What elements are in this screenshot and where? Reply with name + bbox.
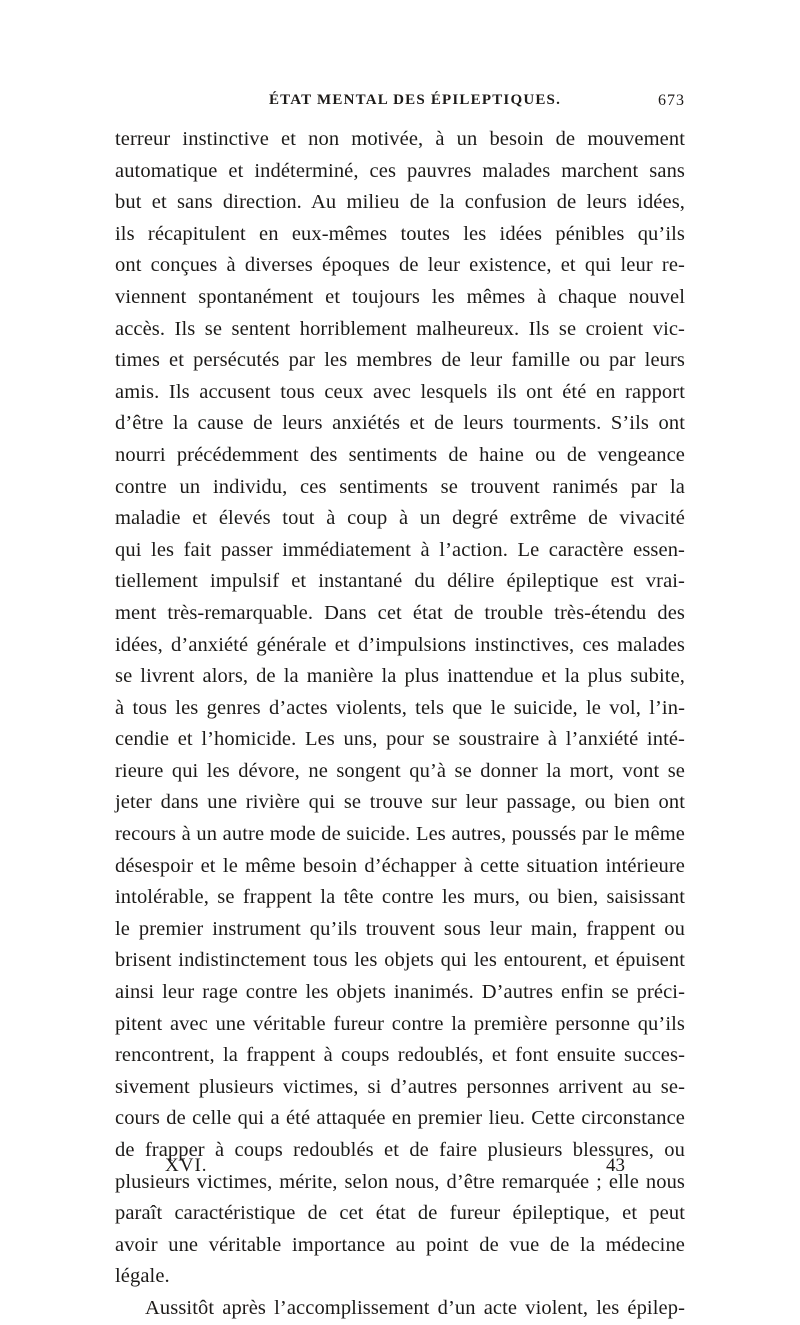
text-line: idées, d’anxiété générale et d’impulsions instinctives, ces malades xyxy=(115,633,685,656)
running-head xyxy=(115,92,685,122)
text-line: nourri précédemment des sentiments de haine ou de vengeance xyxy=(115,443,685,466)
text-line: rencontrent, la frappent à coups redoublés, et font ensuite succes- xyxy=(115,1044,685,1067)
text-line: cendie et l’homicide. Les uns, pour se soustraire à l’anxiété inté- xyxy=(115,728,685,751)
body-text xyxy=(115,124,685,1325)
text-line: de frapper à coups redoublés et de faire plusieurs blessures, ou xyxy=(115,1139,685,1161)
text-line: terreur instinctive et non motivée, à un besoin de mouvement xyxy=(115,128,685,150)
page-number-top: 673 xyxy=(658,92,685,109)
text-line: ment très-remarquable. Dans cet état de trouble très-étendu des xyxy=(115,601,685,624)
text-line: maladie et élevés tout à coup à un degré extrême de vivacité xyxy=(115,507,685,530)
text-line: se livrent alors, de la manière la plus inattendue et la plus subite, xyxy=(115,665,685,688)
text-line: ils récapitulent en eux-mêmes toutes les idées pénibles qu’ils xyxy=(115,222,685,245)
signature-number: 43 xyxy=(606,1155,625,1176)
text-line: pitent avec une véritable fureur contre la première personne qu’ils xyxy=(115,1012,685,1035)
text-line: but et sans direction. Au milieu de la confusion de leurs idées, xyxy=(115,191,685,214)
text-line: intolérable, se frappent la tête contre les murs, ou bien, saisissant xyxy=(115,886,685,909)
text-line: qui les fait passer immédiatement à l’action. Le caractère essen- xyxy=(115,538,685,561)
text-line: rieure qui les dévore, ne songent qu’à se donner la mort, vont se xyxy=(115,759,685,782)
text-line: ont conçues à diverses époques de leur existence, et qui leur re- xyxy=(115,254,685,277)
text-line: ainsi leur rage contre les objets inanimés. D’autres enfin se préci- xyxy=(115,981,685,1004)
text-line: times et persécutés par les membres de leur famille ou par leurs xyxy=(115,349,685,372)
text-line: amis. Ils accusent tous ceux avec lesquels ils ont été en rapport xyxy=(115,380,685,403)
text-line: sivement plusieurs victimes, si d’autres personnes arrivent au se- xyxy=(115,1075,685,1098)
signature-mark: XVI. xyxy=(165,1155,208,1176)
text-line: plusieurs victimes, mérite, selon nous, d’être remarquée ; elle nous xyxy=(115,1170,685,1193)
text-line: contre un individu, ces sentiments se trouvent ranimés par la xyxy=(115,475,685,498)
paragraph-start-line: Aussitôt après l’accomplissement d’un acte violent, les épilep- xyxy=(145,1296,685,1319)
page-footer xyxy=(115,1155,685,1181)
text-line: à tous les genres d’actes violents, tels que le suicide, le vol, l’in- xyxy=(115,696,685,719)
text-line: cours de celle qui a été attaquée en premier lieu. Cette circonstance xyxy=(115,1107,685,1130)
text-line: d’être la cause de leurs anxiétés et de leurs tourments. S’ils ont xyxy=(115,412,685,435)
text-line: désespoir et le même besoin d’échapper à cette situation intérieure xyxy=(115,854,685,877)
text-line: jeter dans une rivière qui se trouve sur leur passage, ou bien ont xyxy=(115,791,685,814)
text-line: accès. Ils se sentent horriblement malheureux. Ils se croient vic- xyxy=(115,317,685,340)
text-line: viennent spontanément et toujours les mêmes à chaque nouvel xyxy=(115,285,685,308)
running-title: ÉTAT MENTAL DES ÉPILEPTIQUES. xyxy=(268,92,562,108)
text-line: tiellement impulsif et instantané du délire épileptique est vrai- xyxy=(115,570,685,593)
text-line: le premier instrument qu’ils trouvent sous leur main, frappent ou xyxy=(115,917,685,940)
text-line: brisent indistinctement tous les objets qui les entourent, et épuisent xyxy=(115,949,685,972)
paragraph-end-line: légale. xyxy=(115,1265,170,1288)
text-line: automatique et indéterminé, ces pauvres malades marchent sans xyxy=(115,159,685,182)
text-line: avoir une véritable importance au point de vue de la médecine xyxy=(115,1233,685,1256)
text-line: recours à un autre mode de suicide. Les autres, poussés par le même xyxy=(115,823,685,846)
text-line: paraît caractéristique de cet état de fureur épileptique, et peut xyxy=(115,1202,685,1225)
